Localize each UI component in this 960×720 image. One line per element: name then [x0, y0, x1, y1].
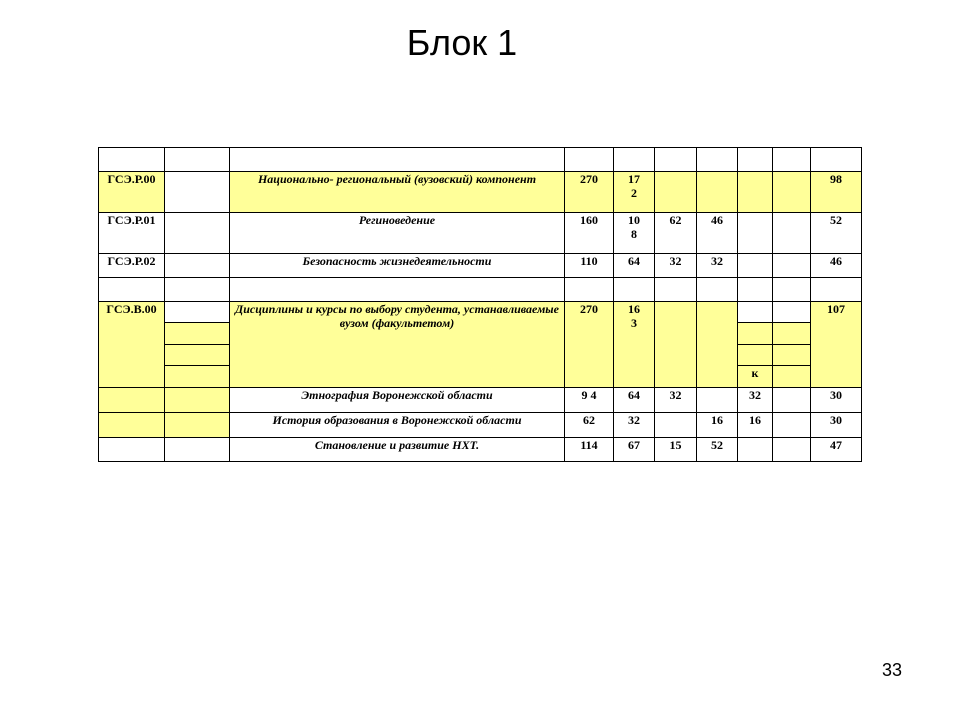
row-self-study: 30 [811, 413, 862, 438]
slide-title: Блок 1 [406, 22, 518, 63]
row-name: Безопасность жизнедеятельности [230, 254, 565, 278]
page-number: 33 [881, 660, 902, 680]
row-self-study: 52 [811, 213, 862, 254]
row-name: История образования в Воронежской области [230, 413, 565, 438]
row-total: 62 [565, 413, 614, 438]
row-name: Этнография Воронежской области [230, 388, 565, 413]
table-row [99, 254, 862, 278]
row-hours: 64 [614, 388, 655, 413]
row-name: Национально- региональный (вузовский) компонент [230, 172, 565, 213]
row-hours: 17 2 [614, 172, 655, 213]
table-row [99, 438, 862, 462]
row-code: ГСЭ.Р.02 [99, 254, 165, 278]
table-row [99, 413, 862, 438]
row-total: 270 [565, 172, 614, 213]
row-self-study: 46 [811, 254, 862, 278]
table-row [99, 213, 862, 254]
row-self-study: 107 [811, 302, 862, 388]
row-practice: 52 [697, 438, 738, 462]
row-name: Становление и развитие НХТ. [230, 438, 565, 462]
curriculum-table [98, 147, 862, 462]
row-hours: 32 [614, 413, 655, 438]
row-lectures: 32 [655, 254, 697, 278]
row-lectures: 62 [655, 213, 697, 254]
row-self-study: 47 [811, 438, 862, 462]
row-total: 270 [565, 302, 614, 388]
row-name: Регинoведение [230, 213, 565, 254]
row-lectures: 32 [655, 388, 697, 413]
row-practice: 46 [697, 213, 738, 254]
table-row [99, 388, 862, 413]
row-total: 110 [565, 254, 614, 278]
row-hours: 10 8 [614, 213, 655, 254]
row-self-study: 98 [811, 172, 862, 213]
row-total: 160 [565, 213, 614, 254]
row-code: ГСЭ.Р.00 [99, 172, 165, 213]
row-total: 9 4 [565, 388, 614, 413]
row-practice: 16 [697, 413, 738, 438]
row-name: Дисциплины и курсы по выбору студента, устанавливаемые вузом (факультетом) [230, 302, 565, 388]
row-practice: 32 [697, 254, 738, 278]
row-hours: 16 3 [614, 302, 655, 388]
table-row-empty-header [99, 148, 862, 172]
row-total: 114 [565, 438, 614, 462]
row-self-study: 30 [811, 388, 862, 413]
row-code: ГСЭ.Р.01 [99, 213, 165, 254]
row-hours: 67 [614, 438, 655, 462]
row-code: ГСЭ.В.00 [99, 302, 165, 388]
row-mark: к [738, 366, 773, 388]
table-row [99, 302, 862, 323]
row-hours: 64 [614, 254, 655, 278]
row-control: 16 [738, 413, 773, 438]
row-lectures: 15 [655, 438, 697, 462]
table-row [99, 172, 862, 213]
row-control: 32 [738, 388, 773, 413]
table-row-empty [99, 278, 862, 302]
